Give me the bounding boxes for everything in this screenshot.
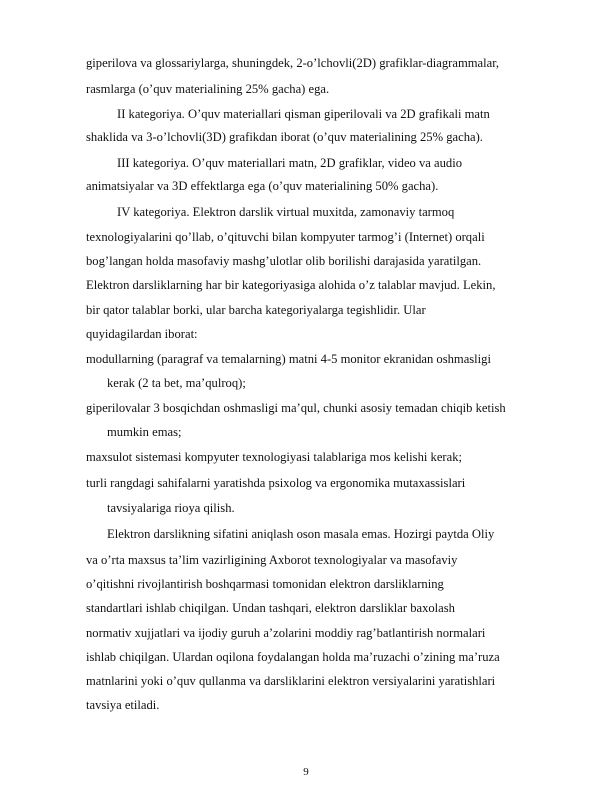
text-line: II kategoriya. O’quv materiallari qisman giperilovali va 2D grafikali matn [117, 107, 490, 121]
text-line: animatsiyalar va 3D effektlarga ega (o’quv materialining 50% gacha). [86, 179, 439, 193]
text-line: o’qitishni rivojlantirish boshqarmasi tomonidan elektron darsliklarning [86, 577, 444, 591]
text-line: standartlari ishlab chiqilgan. Undan tashqari, elektron darsliklar baxolash [86, 601, 455, 615]
text-line: giperilova va glossariylarga, shuningdek, 2-o’lchovli(2D) grafiklar-diagrammalar, [86, 56, 500, 70]
text-line: tavsiya etiladi. [86, 698, 160, 712]
list-item-continuation: tavsiyalariga rioya qilish. [107, 501, 235, 515]
text-line: ishlab chiqilgan. Ulardan oqilona foydalangan holda ma’ruzachi o’zining ma’ruza [86, 650, 500, 664]
page-number: 9 [303, 766, 309, 778]
text-line: rasmlarga (o’quv materialining 25% gacha) ega. [86, 82, 330, 96]
text-line: III kategoriya. O’quv materiallari matn, 2D grafiklar, video va audio [117, 156, 462, 170]
list-item: turli rangdagi sahifalarni yaratishda psixolog va ergonomika mutaxassislari [86, 476, 466, 490]
text-line: normativ xujjatlari va ijodiy guruh a’zolarini moddiy rag’batlantirish normalari [86, 626, 486, 640]
text-line: bir qator talablar borki, ular barcha kategoriyalarga tegishlidir. Ular [86, 303, 426, 317]
list-item-continuation: mumkin emas; [107, 425, 182, 439]
list-item: modullarning (paragraf va temalarning) matni 4-5 monitor ekranidan oshmasligi [86, 352, 491, 366]
text-line: quyidagilardan iborat: [86, 327, 198, 341]
text-line: bog’langan holda masofaviy mashg’ulotlar olib borilishi darajasida yaratilgan. [86, 254, 482, 268]
text-line: Elektron darsliklarning har bir kategoriyasiga alohida o’z talablar mavjud. Lekin, [86, 278, 496, 292]
text-line: IV kategoriya. Elektron darslik virtual muxitda, zamonaviy tarmoq [117, 205, 455, 219]
list-item: giperilovalar 3 bosqichdan oshmasligi ma’qul, chunki asosiy temadan chiqib ketish [86, 401, 506, 415]
list-item-continuation: kerak (2 ta bet, ma’qulroq); [107, 376, 246, 390]
text-line: shaklida va 3-o’lchovli(3D) grafikdan iborat (o’quv materialining 25% gacha). [86, 130, 483, 144]
text-line: texnologiyalarini qo’llab, o’qituvchi bilan kompyuter tarmog’i (Internet) orqali [86, 230, 485, 244]
text-line: va o’rta maxsus ta’lim vazirligining Axborot texnologiyalar va masofaviy [86, 553, 458, 567]
text-line: matnlarini yoki o’quv qullanma va darsliklarini elektron versiyalarini yaratishlari [86, 674, 496, 688]
text-line: Elektron darslikning sifatini aniqlash oson masala emas. Hozirgi paytda Oliy [107, 527, 495, 541]
list-item: maxsulot sistemasi kompyuter texnologiyasi talablariga mos kelishi kerak; [86, 450, 462, 464]
